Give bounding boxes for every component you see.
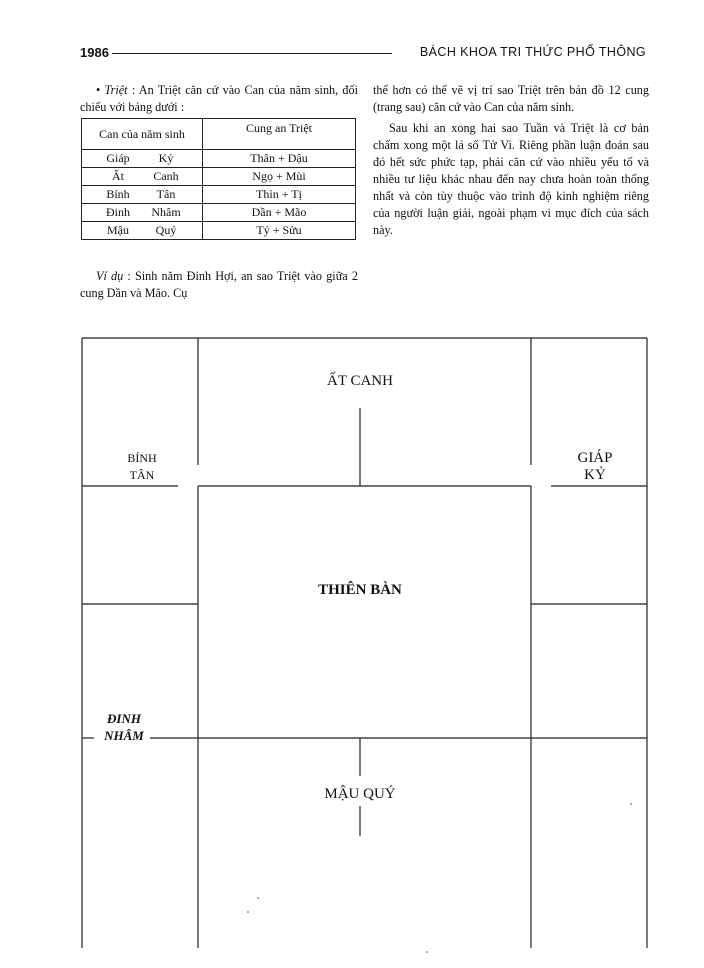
can-cell	[82, 168, 203, 186]
label-dinh-nham	[96, 710, 152, 744]
can-a: Đinh	[106, 205, 130, 219]
can-cell	[82, 204, 203, 222]
table-row	[82, 150, 356, 168]
cung-cell: Ngọ + Mùi	[203, 168, 356, 186]
label-ky: KỶ	[584, 467, 606, 483]
header-cung: Cung an Triệt	[203, 119, 356, 150]
right-paragraph-1: thể hơn có thể vẽ vị trí sao Triệt trên bản đồ 12 cung (trang sau) căn cứ vào Can của năm sinh.	[373, 83, 649, 114]
example-block	[80, 268, 358, 302]
running-title: BÁCH KHOA TRI THỨC PHỔ THÔNG	[419, 45, 646, 59]
label-giap: GIÁP	[577, 450, 613, 466]
page-number: 1986	[80, 45, 109, 60]
triet-table	[81, 118, 356, 240]
intro-paragraph: • Triệt : An Triệt căn cứ vào Can của năm sinh, đối chiếu với bảng dưới :	[80, 83, 358, 114]
intro-text: : An Triệt căn cứ vào Can của năm sinh, đối chiếu với bảng dưới :	[80, 83, 358, 114]
label-binh: BÍNH	[127, 451, 157, 465]
header-rule	[112, 53, 392, 54]
cung-cell: Tý + Sửu	[203, 222, 356, 240]
can-a: Ất	[112, 169, 124, 183]
can-cell	[82, 222, 203, 240]
label-tan: TÂN	[129, 468, 155, 482]
label-dinh: ĐINH	[107, 711, 141, 726]
cung-cell: Thân + Dậu	[203, 150, 356, 168]
can-cell	[82, 150, 203, 168]
label-mau-quy: MẬU QUÝ	[324, 786, 396, 802]
intro-label: Triệt	[104, 83, 128, 97]
can-b: Tân	[156, 187, 176, 201]
header-can: Can của năm sinh	[82, 119, 203, 150]
label-thien-ban: THIÊN BÀN	[318, 582, 402, 598]
can-b: Quý	[155, 223, 177, 237]
can-b: Canh	[153, 169, 179, 183]
table-row	[82, 204, 356, 222]
cung-cell: Dần + Mão	[203, 204, 356, 222]
left-column	[80, 82, 358, 116]
can-a: Mậu	[107, 223, 129, 237]
example-text: : Sinh năm Đinh Hợi, an sao Triệt vào giữa 2 cung Dần và Mão. Cụ	[80, 269, 358, 300]
table-row	[82, 222, 356, 240]
cung-cell: Thìn + Tị	[203, 186, 356, 204]
can-b: Nhâm	[151, 205, 181, 219]
can-cell	[82, 186, 203, 204]
example-label: Ví dụ	[96, 269, 124, 283]
right-paragraph-2: Sau khi an xong hai sao Tuần và Triệt là cơ bản chấm xong một lá số Tử Vi. Riêng phần luận đoán sau đó hết sức phức tạp, phải căn cứ vào nhiều yếu tố và nhiều tư liệu khác nhau đến nay chưa hoàn toàn thống nhất và còn tùy thuộc vào trình độ kinh nghiệm riêng của người luận giải, ngoài phạm vi mục đích của sách này.	[373, 121, 649, 237]
can-a: Giáp	[106, 151, 130, 165]
label-giap-ky	[560, 450, 630, 484]
example-paragraph	[80, 268, 358, 302]
can-b: Kỷ	[158, 151, 174, 165]
can-a: Bính	[106, 187, 130, 201]
table-row	[82, 168, 356, 186]
label-at-canh: ẤT CANH	[327, 373, 393, 389]
label-binh-tan	[112, 450, 172, 484]
table-row	[82, 186, 356, 204]
label-nham: NHÂM	[104, 728, 144, 743]
right-column	[373, 82, 649, 239]
table-header-row	[82, 119, 356, 150]
